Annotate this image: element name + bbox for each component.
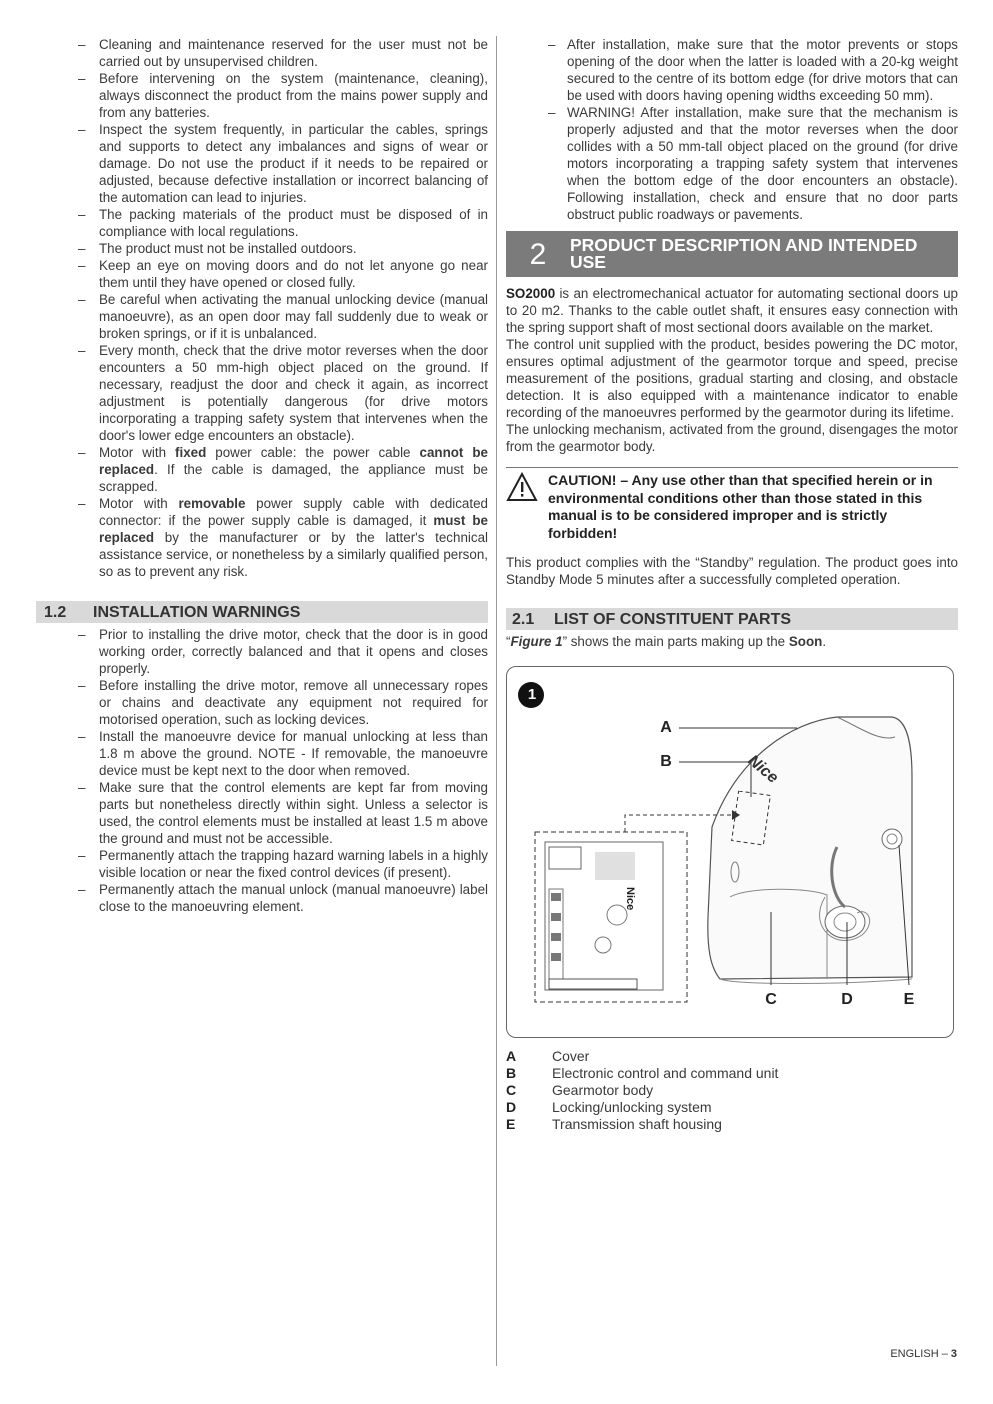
- list-item: – Be careful when activating the manual unlocking device (manual manoeuvre), as an open door may fall suddenly due to weak or broken springs, or if it is unbalanced.: [36, 291, 488, 342]
- product-illustration: [507, 667, 953, 1037]
- warning-triangle-icon: [506, 472, 548, 542]
- figure-1: [506, 666, 954, 1038]
- page-number: 3: [950, 1348, 957, 1360]
- product-description: [506, 285, 958, 455]
- section-heading-2-1: 2.1 LIST OF CONSTITUENT PARTS: [506, 608, 958, 630]
- section-title: PRODUCT DESCRIPTION AND INTENDED USE: [569, 235, 918, 272]
- list-item: – The product must not be installed outdoors.: [36, 240, 488, 257]
- legend-row: E Transmission shaft housing: [506, 1116, 722, 1132]
- figure-number: 1: [527, 686, 537, 703]
- list-item: – Inspect the system frequently, in particular the cables, springs and supports to detect any imbalances and signs of wear or damage. Do not use the product if it needs to be repaired or adjusted, because defective installation or incorrect balancing of the automation can lead to injuries.: [36, 121, 488, 206]
- list-item: – Before installing the drive motor, remove all unnecessary ropes or chains and deactivate any equipment not required for motorised operation, such as locking devices.: [36, 677, 488, 728]
- left-column: [36, 36, 488, 915]
- after-installation-list: [506, 36, 958, 223]
- right-column: [506, 36, 958, 1133]
- section-title: INSTALLATION WARNINGS: [93, 603, 301, 621]
- list-item: – Before intervening on the system (maintenance, cleaning), always disconnect the product from the mains power supply and from any batteries.: [36, 70, 488, 121]
- figure-legend: [506, 1048, 958, 1133]
- callout-d: D: [835, 988, 859, 1012]
- list-item: – Every month, check that the drive motor reverses when the door encounters a 50 mm-high object placed on the ground. If necessary, readjust the door and check it again, as incorrect adjustment is potentially dangerous (for drive motors incorporating a trapping safety system that intervenes when the door's lower edge encounters an obstacle).: [36, 342, 488, 444]
- page-footer: ENGLISH – 3: [890, 1348, 957, 1360]
- list-item: – Cleaning and maintenance reserved for the user must not be carried out by unsupervised children.: [36, 36, 488, 70]
- paragraph: The unlocking mechanism, activated from the ground, disengages the motor from the gearmotor body.: [506, 422, 958, 454]
- list-item-fixed-cable: – Motor with fixed power cable: the power cable cannot be replaced. If the cable is damaged, the appliance must be scrapped.: [36, 444, 488, 495]
- section-title: LIST OF CONSTITUENT PARTS: [554, 610, 792, 628]
- housing-brand-label: Nice: [744, 752, 782, 787]
- safety-list: [36, 36, 488, 580]
- legend-row: C Gearmotor body: [506, 1082, 654, 1098]
- list-item: – Keep an eye on moving doors and do not let anyone go near them until they have opened or closed fully.: [36, 257, 488, 291]
- list-item: – Install the manoeuvre device for manual unlocking at less than 1.8 m above the ground. NOTE - If removable, the manoeuvre device must be kept next to the door when removed.: [36, 728, 488, 779]
- section-heading-2: 2 PRODUCT DESCRIPTION AND INTENDED USE: [506, 231, 958, 277]
- list-item: – Permanently attach the trapping hazard warning labels in a highly visible location or near the fixed control devices (if present).: [36, 847, 488, 881]
- figure-intro: “Figure 1” shows the main parts making up the Soon.: [506, 634, 827, 649]
- list-item: – WARNING! After installation, make sure that the mechanism is properly adjusted and that the motor reverses when the door collides with a 50 mm-tall object placed on the ground (for drive motors incorporating a trapping safety system that intervenes when the bottom edge of the door encounters an obstacle). Following installation, check and ensure that no door parts obstruct public roadways or pavements.: [506, 104, 958, 223]
- list-item: – Make sure that the control elements are kept far from moving parts but nonetheless directly within sight. Unless a selector is used, the control elements must be installed at least 1.5 m above the ground and must not be accessible.: [36, 779, 488, 847]
- section-heading-1-2: 1.2 INSTALLATION WARNINGS: [36, 601, 488, 623]
- legend-row: A Cover: [506, 1048, 590, 1064]
- column-divider: [496, 36, 497, 1366]
- board-brand-label: Nice: [624, 887, 636, 911]
- callout-e: E: [897, 988, 921, 1012]
- paragraph: SO2000 is an electromechanical actuator for automating sectional doors up to 20 m2. Thanks to the cable outlet shaft, it ensures easy connection with the spring support shaft of most sectional doors available on the market.: [506, 286, 958, 335]
- list-item: – Permanently attach the manual unlock (manual manoeuvre) label close to the manoeuvring element.: [36, 881, 488, 915]
- list-item: – The packing materials of the product must be disposed of in compliance with local regulations.: [36, 206, 488, 240]
- installation-warnings-list: [36, 626, 488, 915]
- paragraph: The control unit supplied with the product, besides powering the DC motor, ensures optimal adjustment of the gearmotor torque and speed, precise measurement of the positions, gradual starting and closing, and obstacle detection. It is also equipped with a maintenance indicator to enable recording of the manoeuvres performed by the gearmotor during its lifetime.: [506, 337, 958, 420]
- legend-row: B Electronic control and command unit: [506, 1065, 779, 1081]
- list-item: – Prior to installing the drive motor, check that the door is in good working order, correctly balanced and that it opens and closes properly.: [36, 626, 488, 677]
- caution-box: [506, 467, 958, 542]
- caution-text: CAUTION! – Any use other than that specified herein or in environmental conditions other than those stated in this manual is to be considered improper and is strictly forbidden!: [548, 472, 933, 541]
- list-item-removable-cable: – Motor with removable power supply cable with dedicated connector: if the power supply cable is damaged, it must be replaced by the manufacturer or by the latter's technical assistance service, or nonetheless by a similarly qualified person, so as to prevent any risk.: [36, 495, 488, 580]
- callout-a: A: [654, 716, 678, 740]
- standby-paragraph: This product complies with the “Standby” regulation. The product goes into Standby Mode 5 minutes after a successfully completed operation.: [506, 555, 958, 587]
- list-item: – After installation, make sure that the motor prevents or stops opening of the door when the latter is loaded with a 20-kg weight secured to the centre of its bottom edge (for drive motors that can be used with doors having opening widths exceeding 50 mm).: [506, 36, 958, 104]
- callout-b: B: [654, 750, 678, 774]
- legend-row: D Locking/unlocking system: [506, 1099, 712, 1115]
- callout-c: C: [759, 988, 783, 1012]
